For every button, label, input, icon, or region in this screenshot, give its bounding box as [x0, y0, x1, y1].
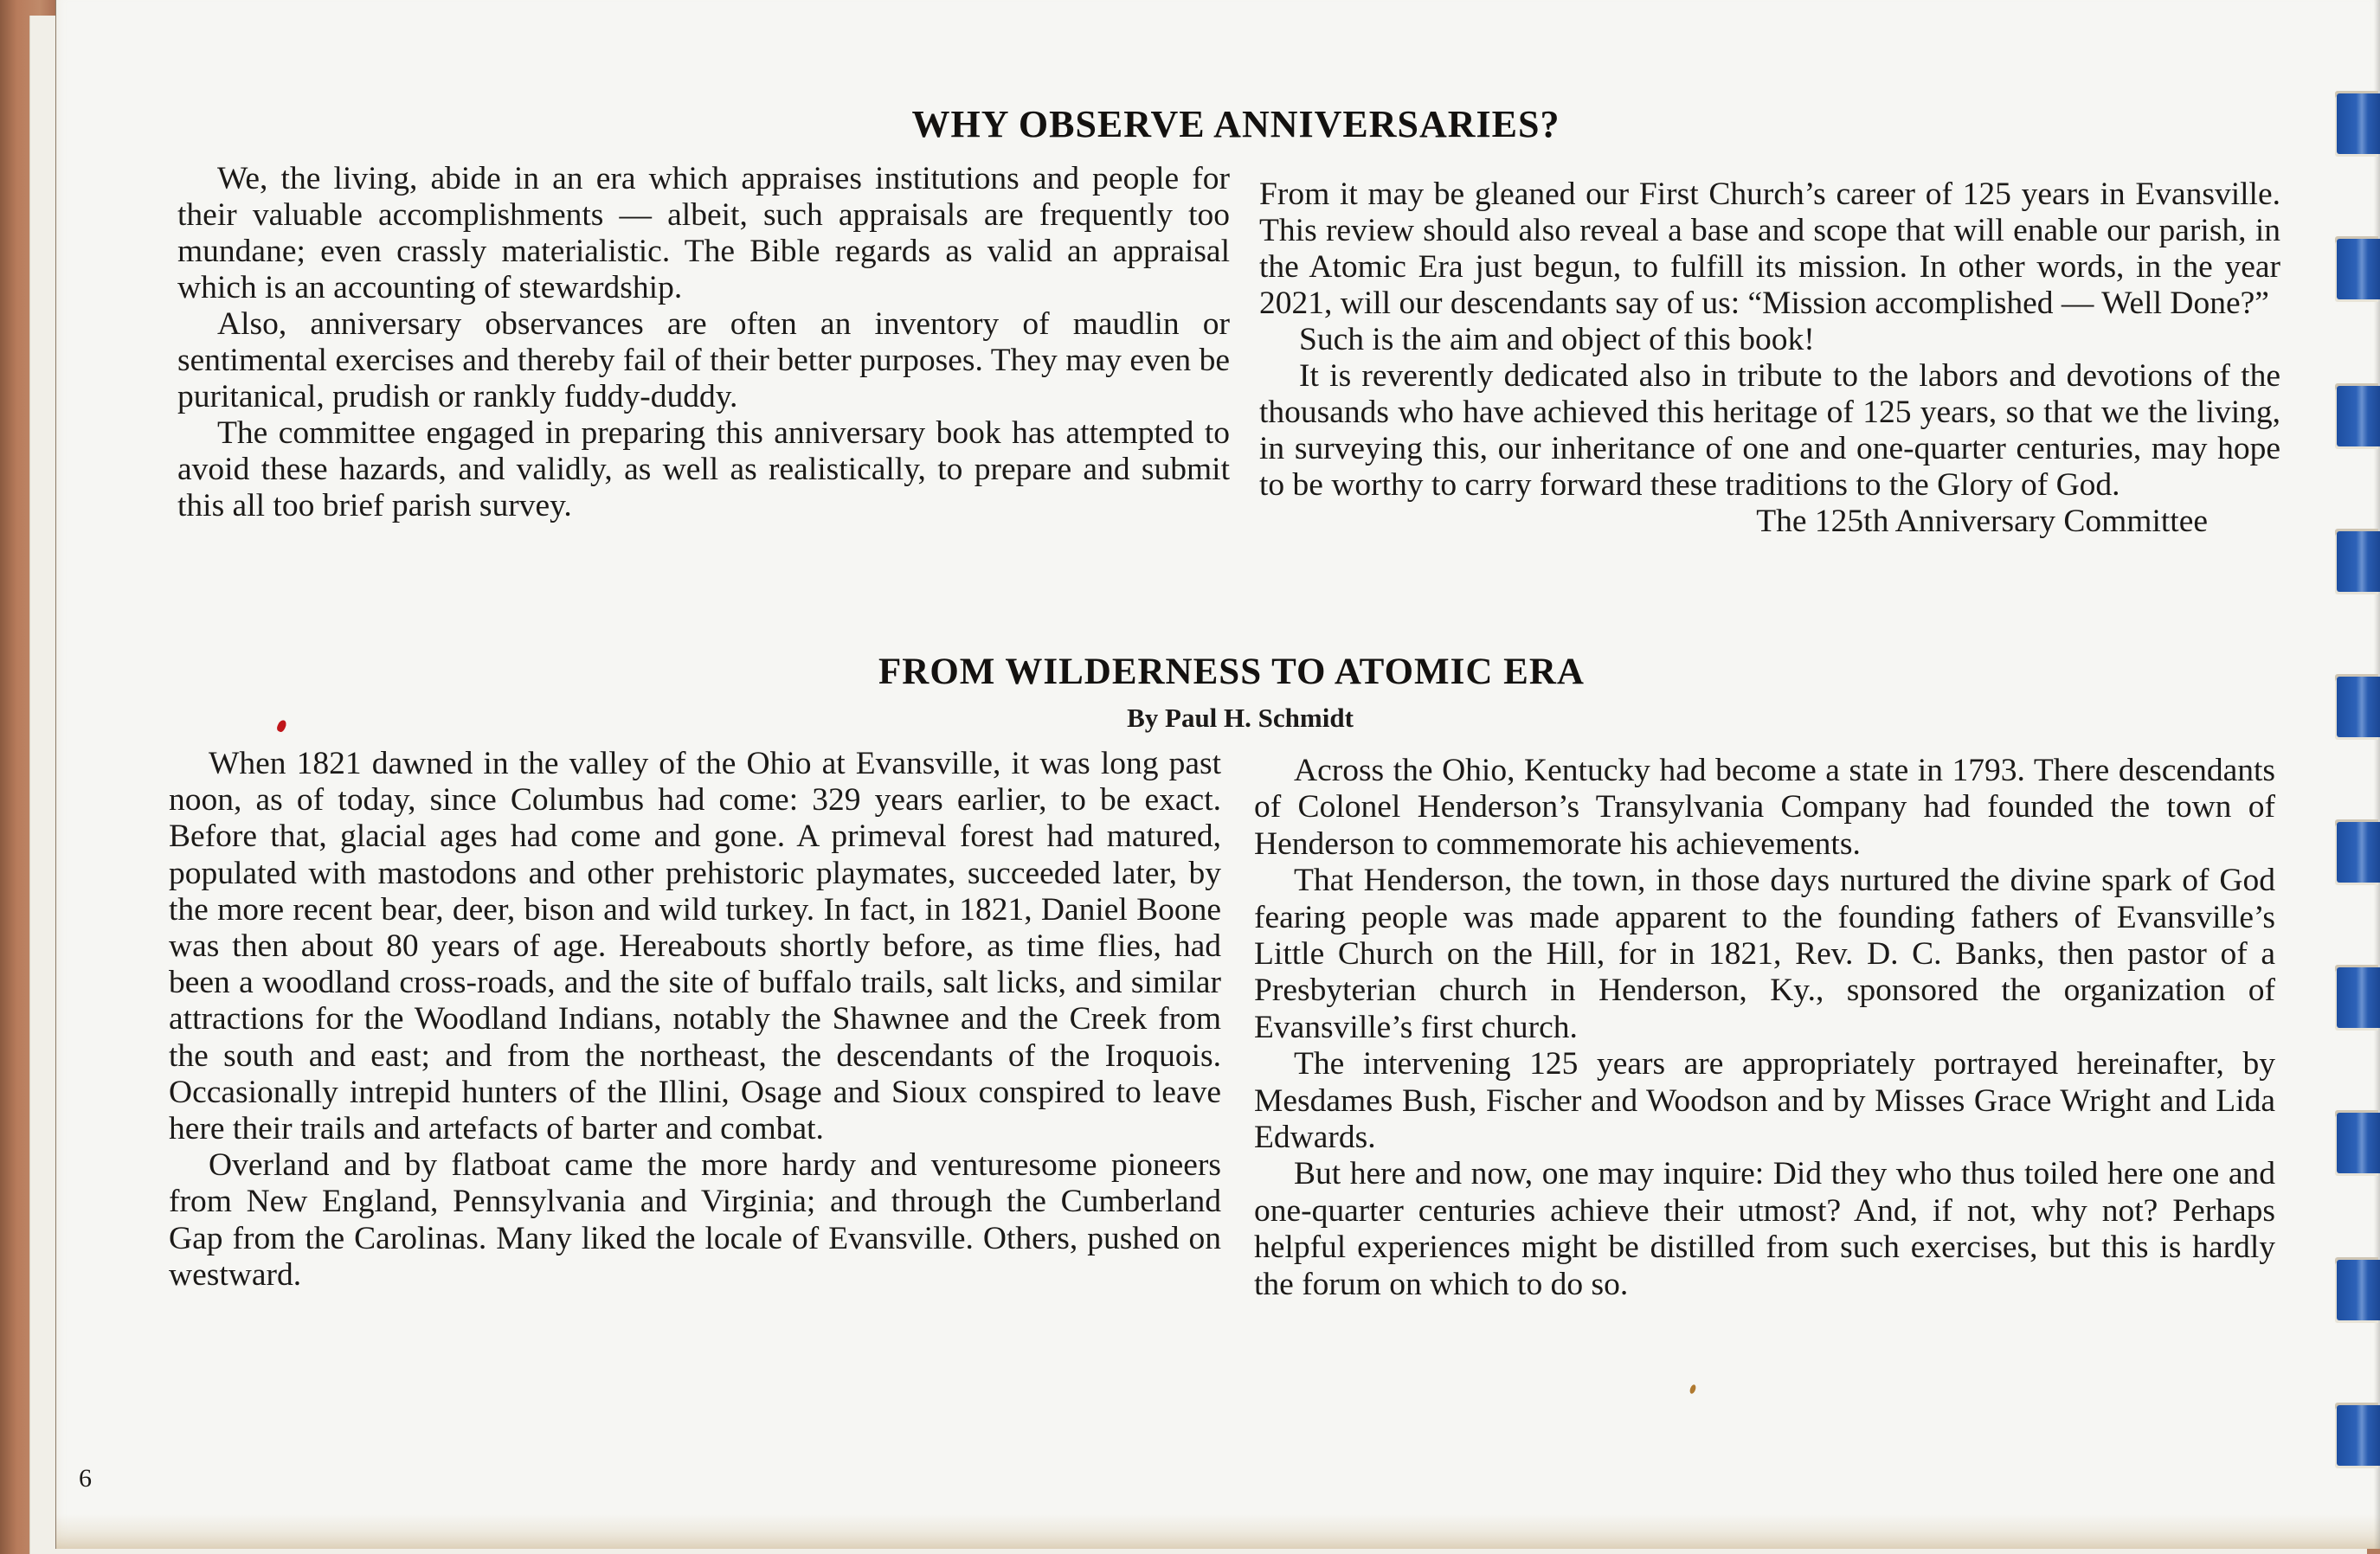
author-byline: By Paul H. Schmidt [1127, 703, 1354, 733]
section1-left-column [177, 161, 1230, 524]
binding-ring [2337, 677, 2380, 737]
section-title-why-observe: WHY OBSERVE ANNIVERSARIES? [911, 103, 1560, 145]
paragraph: That Henderson, the town, in those days nurtured the divine spark of God fearing people was made apparent to the founding fathers of Evansville’s Little Church on the Hill, for in 1821, Rev. D. C. Banks, then pastor of a Presbyterian church in Henderson, Ky., sponsored the organization of Evansville’s first church. [1254, 863, 2275, 1045]
book-page [55, 0, 2380, 1549]
paragraph: Across the Ohio, Kentucky had become a state in 1793. There descendants of Colonel Henderson’s Transylvania Company had founded the town of Henderson to commemorate his achievements. [1254, 753, 2275, 862]
paragraph: When 1821 dawned in the valley of the Ohio at Evansville, it was long past noon, as of today, since Columbus had come: 329 years earlier, to be exact. Before that, glacial ages had come and gone. A primeval forest had matured, populated with mastodons and other prehistoric playmates, succeeded later, by the more recent bear, deer, bison and wild turkey. In fact, in 1821, Daniel Boone was then about 80 years of age. Hereabouts shortly before, as time flies, had been a woodland cross-roads, and the site of buffalo trails, salt licks, and similar attractions for the Woodland Indians, notably the Shawnee and the Creek from the south and east; and from the northeast, the descendants of the Iroquois. Occasionally intrepid hunters of the Illini, Osage and Sioux conspired to leave here their trails and artefacts of barter and combat. [169, 746, 1221, 1147]
paragraph: From it may be gleaned our First Church’s career of 125 years in Evansville. This review should also reveal a base and scope that will enable our parish, in the Atomic Era just begun, to fulfill its mission. In other words, in the year 2021, will our descendants say of us: “Mission accomplished — Well Done?” [1259, 177, 2280, 321]
section2-left-column [169, 746, 1221, 1294]
binding-ring [2337, 531, 2380, 592]
paragraph: Such is the aim and object of this book! [1299, 322, 1815, 357]
paragraph: The committee engaged in preparing this anniversary book has attempted to avoid these hazards, and validly, as well as realistically, to prepare and submit this all too brief parish survey. [177, 415, 1230, 523]
paragraph: But here and now, one may inquire: Did they who thus toiled here one and one-quarter centuries achieve their utmost? And, if not, why not? Perhaps helpful experiences might be distilled from such exercises, but this is hardly the forum on which to do so. [1254, 1156, 2275, 1302]
page-stain [56, 1514, 2380, 1549]
brown-stain-mark [1689, 1384, 1696, 1394]
paragraph: The intervening 125 years are appropriately portrayed hereinafter, by Mesdames Bush, Fischer and Woodson and by Misses Grace Wright and Lida Edwards. [1254, 1046, 2275, 1156]
binding-ring [2337, 239, 2380, 299]
section1-right-column [1259, 177, 2280, 540]
section2-right-column [1254, 753, 2275, 1303]
binding-ring [2337, 1405, 2380, 1466]
paragraph: It is reverently dedicated also in tribute to the labors and devotions of the thousands who have achieved this heritage of 125 years, so that we the living, in surveying this, our inheritance of one and one-quarter centuries, may hope to be worthy to carry forward these traditions to the Glory of God. [1259, 358, 2280, 503]
binding-ring [2337, 93, 2380, 154]
paragraph: Overland and by flatboat came the more hardy and venturesome pioneers from New England, Pennsylvania and Virginia; and through the Cumberland Gap from the Carolinas. Many liked the locale of Evansville. Others, pushed on westward. [169, 1147, 1221, 1293]
page-number: 6 [79, 1464, 92, 1493]
binding-ring [2337, 1260, 2380, 1320]
binding-ring [2337, 822, 2380, 883]
paragraph: We, the living, abide in an era which appraises institutions and people for their valuable accomplishments — albeit, such appraisals are frequently too mundane; even crassly materialistic. The Bible regards as valid an appraisal which is an accounting of stewardship. [177, 161, 1230, 305]
paragraph: Also, anniversary observances are often an inventory of maudlin or sentimental exercises and thereby fail of their better purposes. They may even be puritanical, prudish or rankly fuddy-duddy. [177, 306, 1230, 414]
section-title-wilderness: FROM WILDERNESS TO ATOMIC ERA [878, 652, 1585, 692]
binding-ring [2337, 967, 2380, 1028]
binding-ring [2337, 1113, 2380, 1173]
committee-signature: The 125th Anniversary Committee [1756, 504, 2208, 539]
binding-ring [2337, 386, 2380, 446]
